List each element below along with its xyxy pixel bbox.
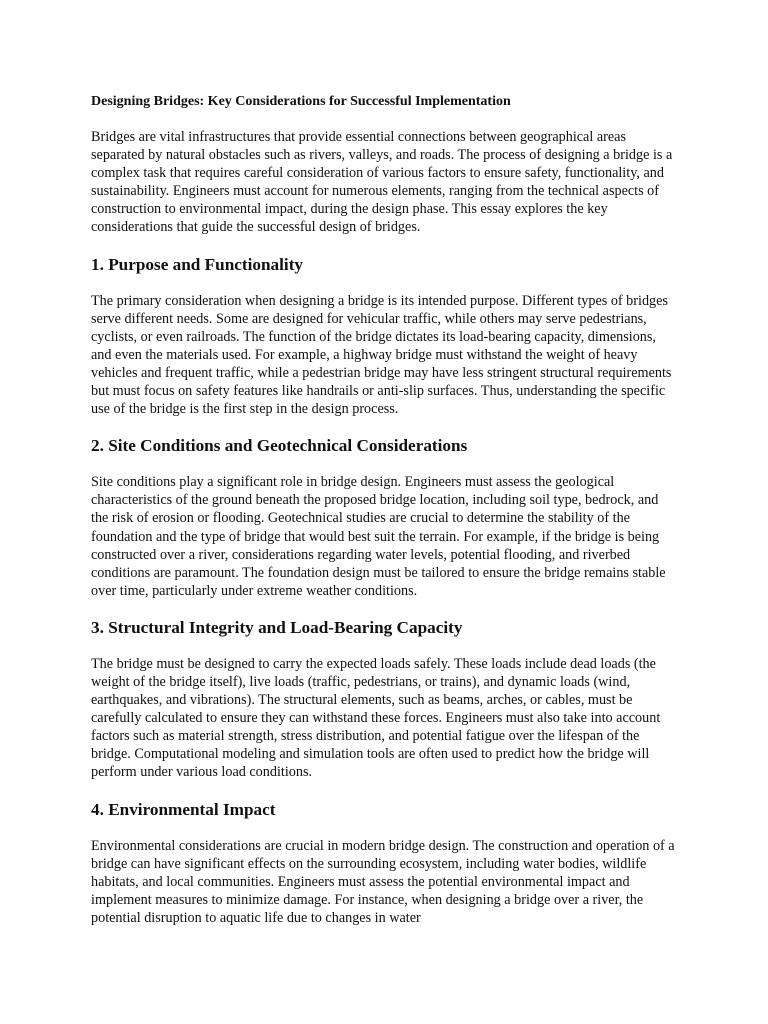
section-heading-structural-integrity: 3. Structural Integrity and Load-Bearing Capacity (91, 617, 463, 637)
document-title: Designing Bridges: Key Considerations for Successful Implementation (91, 94, 511, 109)
section-heading-environmental-impact: 4. Environmental Impact (91, 799, 276, 819)
section-heading-purpose: 1. Purpose and Functionality (91, 254, 304, 274)
intro-paragraph: Bridges are vital infrastructures that provide essential connections between geographical areas separated by natural obstacles such as rivers, valleys, and roads. The process of designing a bridge is a complex task that requires careful consideration of various factors to ensure safety, functionality, and sustainability. Engineers must account for numerous elements, ranging from the technical aspects of construction to environmental impact, during the design phase. This essay explores the key considerations that guide the successful design of bridges. (91, 129, 673, 236)
section-heading-site-conditions: 2. Site Conditions and Geotechnical Considerations (91, 436, 468, 456)
document-page (91, 93, 676, 944)
section-body-site-conditions: Site conditions play a significant role in bridge design. Engineers must assess the geological characteristics of the ground beneath the proposed bridge location, including soil type, bedrock, and the risk of erosion or flooding. Geotechnical studies are crucial to determine the stability of the foundation and the type of bridge that would best suit the terrain. For example, if the bridge is being constructed over a river, considerations regarding water levels, potential flooding, and riverbed conditions are paramount. The foundation design must be tailored to ensure the bridge remains stable over time, particularly under extreme weather conditions. (91, 474, 666, 599)
section-body-purpose: The primary consideration when designing a bridge is its intended purpose. Different types of bridges serve different needs. Some are designed for vehicular traffic, while others may serve pedestrians, cyclists, or even railroads. The function of the bridge dictates its load-bearing capacity, dimensions, and even the materials used. For example, a highway bridge must withstand the weight of heavy vehicles and frequent traffic, while a pedestrian bridge may have less stringent structural requirements but must focus on safety features like handrails or anti-slip surfaces. Thus, understanding the specific use of the bridge is the first step in the design process. (91, 292, 672, 418)
section-body-structural-integrity: The bridge must be designed to carry the expected loads safely. These loads include dead loads (the weight of the bridge itself), live loads (traffic, pedestrians, or trains), and dynamic loads (wind, earthquakes, and vibrations). The structural elements, such as beams, arches, or cables, must be carefully calculated to ensure they can withstand these forces. Engineers must also take into account factors such as material strength, stress distribution, and potential fatigue over the lifespan of the bridge. Computational modeling and simulation tools are often used to predict how the bridge will perform under various load conditions. (91, 655, 661, 781)
section-body-environmental-impact: Environmental considerations are crucial in modern bridge design. The construction and operation of a bridge can have significant effects on the surrounding ecosystem, including water bodies, wildlife habitats, and local communities. Engineers must assess the potential environmental impact and implement measures to minimize damage. For instance, when designing a bridge over a river, the potential disruption to aquatic life due to changes in water (91, 837, 675, 926)
